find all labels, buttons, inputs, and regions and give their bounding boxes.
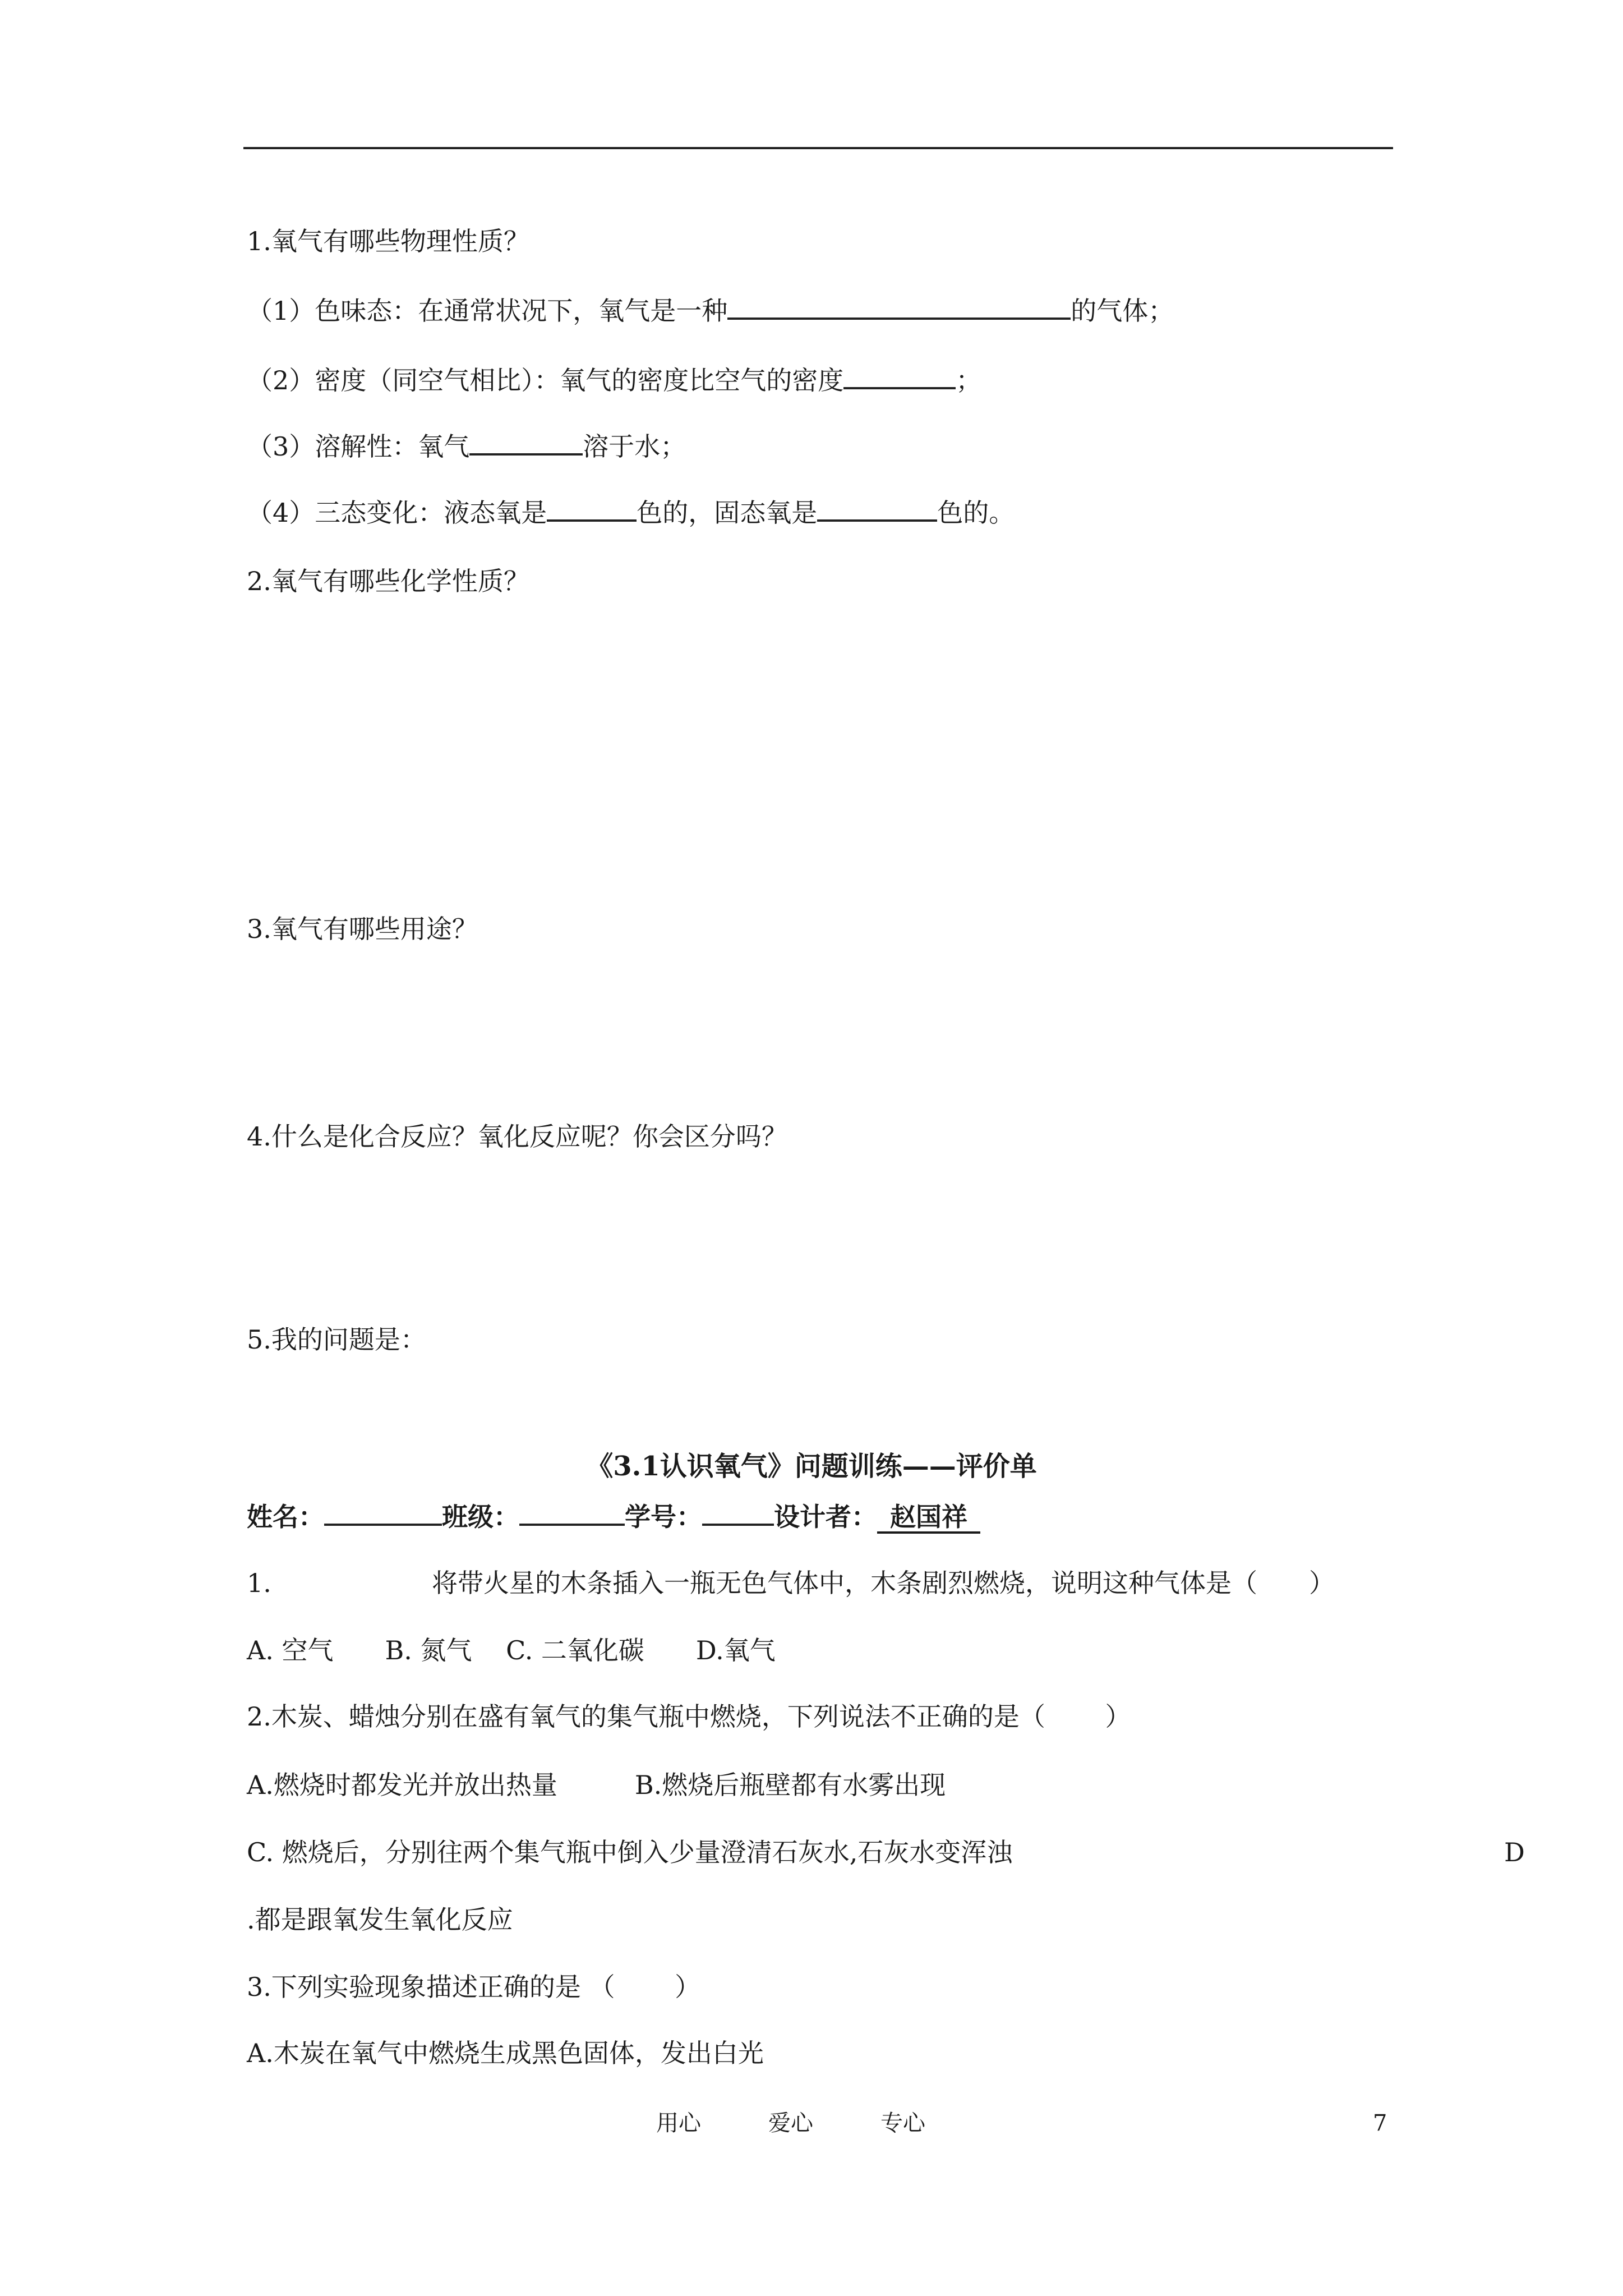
- question-2: 2.氧气有哪些化学性质？: [247, 566, 529, 596]
- footer-motto-2: 爱心: [768, 2110, 813, 2136]
- header-rule: [243, 147, 1393, 149]
- answer-blank[interactable]: [547, 494, 637, 522]
- student-info-row: [247, 1498, 980, 1534]
- text: 溶于水；: [583, 431, 686, 462]
- text: （1）色味态：在通常状况下，氧气是一种: [247, 296, 728, 326]
- name-blank[interactable]: [324, 1498, 442, 1526]
- eval-question-3-option-a: A.木炭在氧气中燃烧生成黑色固体，发出白光: [247, 2038, 764, 2068]
- id-label: 学号：: [625, 1502, 702, 1532]
- id-blank[interactable]: [702, 1498, 774, 1526]
- text: （4）三态变化：液态氧是: [247, 498, 547, 528]
- text: ；: [956, 365, 982, 395]
- designer-name: 赵国祥: [890, 1502, 967, 1532]
- question-1-part-4: [247, 494, 1015, 530]
- text: 色的。: [937, 498, 1015, 528]
- answer-blank[interactable]: [817, 494, 937, 522]
- eval-question-1-options: A. 空气 B. 氮气 C. 二氧化碳 D.氧气: [247, 1635, 776, 1665]
- eval-question-2: 2.木炭、蜡烛分别在盛有氧气的集气瓶中燃烧，下列说法不正确的是（ ）: [247, 1701, 1131, 1732]
- answer-blank[interactable]: [469, 427, 583, 455]
- eval-question-2-option-d: .都是跟氧发生氧化反应: [247, 1904, 513, 1935]
- eval-question-1: [247, 1566, 271, 1600]
- designer-label: 设计者：: [774, 1502, 877, 1532]
- answer-blank[interactable]: [727, 292, 1071, 320]
- class-blank[interactable]: [519, 1498, 625, 1526]
- eval-question-1-text: 将带火星的木条插入一瓶无色气体中，木条剧烈燃烧，说明这种气体是（ ）: [432, 1568, 1335, 1598]
- eval-question-1-number: 1.: [247, 1568, 271, 1598]
- text: 色的，固态氧是: [637, 498, 818, 528]
- eval-question-2-option-d-letter: D: [1504, 1837, 1525, 1867]
- text: （3）溶解性：氧气: [247, 431, 470, 462]
- class-label: 班级：: [442, 1502, 519, 1532]
- text: 的气体；: [1071, 296, 1174, 326]
- answer-blank[interactable]: [843, 361, 956, 389]
- page-number: 7: [1373, 2110, 1387, 2136]
- question-1-part-3: [247, 427, 686, 463]
- question-1: 1.氧气有哪些物理性质？: [247, 226, 529, 256]
- eval-question-2-options-ab: A.燃烧时都发光并放出热量 B.燃烧后瓶壁都有水雾出现: [247, 1770, 946, 1800]
- question-3: 3.氧气有哪些用途？: [247, 914, 478, 944]
- footer-motto-3: 专心: [880, 2110, 925, 2136]
- eval-question-3: 3.下列实验现象描述正确的是 （ ）: [247, 1972, 701, 2002]
- text: （2）密度（同空气相比）：氧气的密度比空气的密度: [247, 365, 844, 395]
- question-1-part-1: [247, 292, 1174, 328]
- question-1-part-2: [247, 361, 981, 397]
- footer-motto-1: 用心: [656, 2110, 701, 2136]
- question-4: 4.什么是化合反应？氧化反应呢？你会区分吗？: [247, 1121, 787, 1152]
- evaluation-title: 《3.1认识氧气》问题训练——评价单: [586, 1451, 1037, 1482]
- eval-question-2-option-c: C. 燃烧后，分别往两个集气瓶中倒入少量澄清石灰水,石灰水变浑浊: [247, 1837, 1013, 1867]
- name-label: 姓名：: [247, 1502, 324, 1532]
- question-5: 5.我的问题是：: [247, 1324, 426, 1355]
